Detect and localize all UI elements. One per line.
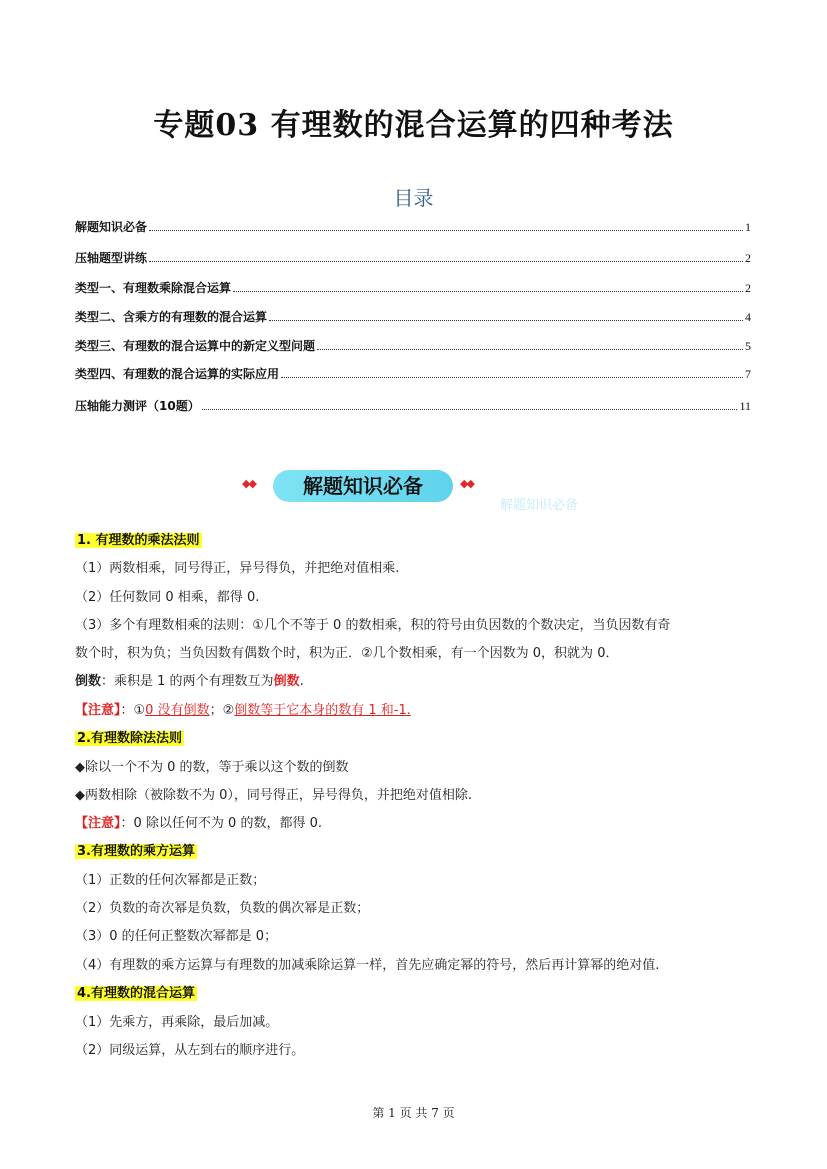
heading-highlight: 2.有理数除法法则 xyxy=(77,731,182,746)
note-prefix: ：① xyxy=(120,703,146,718)
heading-highlight: 3.有理数的乘方运算 xyxy=(77,844,195,859)
text-line: （2）负数的奇次幂是负数，负数的偶次幂是正数； xyxy=(75,901,370,916)
section-heading xyxy=(75,843,197,861)
toc-leader xyxy=(317,349,743,350)
section-heading xyxy=(75,985,197,1003)
text-line: （3）多个有理数相乘的法则：①几个不等于 0 的数相乘，积的符号由负因数的个数决定，当负因数有奇 xyxy=(75,618,671,633)
toc-entry-page: 7 xyxy=(745,367,751,381)
toc-leader xyxy=(202,409,738,410)
note-item: 0 没有倒数 xyxy=(145,703,210,718)
definition-end: . xyxy=(299,674,304,689)
toc-entry-page: 2 xyxy=(745,281,751,295)
toc-leader xyxy=(269,320,743,321)
toc-entry-page: 5 xyxy=(745,339,751,353)
diamond-icon: ◆◆ xyxy=(460,477,473,490)
toc-entry-label: 类型三、有理数的混合运算中的新定义型问题 xyxy=(75,339,316,353)
toc-entry-label: 类型一、有理数乘除混合运算 xyxy=(75,281,232,295)
toc-heading: 目录 xyxy=(393,186,434,210)
toc-entry-label: 类型二、含乘方的有理数的混合运算 xyxy=(75,310,268,324)
text-line: （4）有理数的乘方运算与有理数的加减乘除运算一样，首先应确定幂的符号，然后再计算幂的绝对值. xyxy=(75,958,660,973)
text-line: （2）任何数同 0 相乘，都得 0. xyxy=(75,590,260,605)
note-sep: ；② xyxy=(209,703,235,718)
text-line: （3）0 的任何正整数次幂都是 0； xyxy=(75,929,278,944)
toc-entry[interactable] xyxy=(75,365,751,385)
toc-entry-page: 4 xyxy=(745,310,751,324)
heading-highlight: 4.有理数的混合运算 xyxy=(77,986,195,1001)
note-item: 倒数等于它本身的数有 1 和-1. xyxy=(234,703,411,718)
text-line: （1）两数相乘，同号得正，异号得负，并把绝对值相乘. xyxy=(75,561,400,576)
toc-entry-page: 11 xyxy=(739,399,751,413)
toc-entry-label: 类型四、有理数的混合运算的实际应用 xyxy=(75,367,280,381)
toc-entry[interactable] xyxy=(75,249,751,269)
text-line: ◆除以一个不为 0 的数，等于乘以这个数的倒数 xyxy=(75,760,349,775)
note-text: ：0 除以任何不为 0 的数，都得 0. xyxy=(120,816,322,831)
section-banner xyxy=(238,466,608,516)
toc-leader xyxy=(281,377,743,378)
section-heading xyxy=(75,730,184,748)
term-label: 倒数 xyxy=(75,674,102,689)
banner-watermark: 解题知识必备 xyxy=(500,498,579,513)
note-line xyxy=(75,815,322,833)
note-line xyxy=(75,702,411,720)
document-title: 专题03 有理数的混合运算的四种考法 xyxy=(153,108,674,143)
toc-entry[interactable] xyxy=(75,218,751,238)
toc-entry-page: 2 xyxy=(745,251,751,265)
banner-label: 解题知识必备 xyxy=(303,474,423,498)
text-line: ◆两数相除（被除数不为 0），同号得正，异号得负，并把绝对值相除. xyxy=(75,788,473,803)
text-line: （1）先乘方，再乘除，最后加减。 xyxy=(75,1015,279,1030)
definition-text: ：乘积是 1 的两个有理数互为 xyxy=(101,674,274,689)
note-label: 【注意】 xyxy=(75,816,121,831)
toc-entry[interactable] xyxy=(75,397,751,417)
section-heading xyxy=(75,532,202,550)
toc-leader xyxy=(149,261,743,262)
text-line: 数个时，积为负；当负因数有偶数个时，积为正．②几个数相乘，有一个因数为 0，积就为 0． xyxy=(75,646,619,661)
note-label: 【注意】 xyxy=(75,703,121,718)
toc-entry-label: 解题知识必备 xyxy=(75,220,148,234)
toc-leader xyxy=(149,230,743,231)
definition-line xyxy=(75,673,304,691)
toc-entry-label: 压轴题型讲练 xyxy=(75,251,148,265)
page-footer: 第 1 页 共 7 页 xyxy=(372,1106,455,1120)
toc-entry[interactable] xyxy=(75,337,751,357)
toc-leader xyxy=(233,291,743,292)
toc-entry[interactable] xyxy=(75,279,751,299)
text-line: （1）正数的任何次幂都是正数； xyxy=(75,873,266,888)
heading-highlight: 1. 有理数的乘法法则 xyxy=(77,533,200,548)
term-emphasis: 倒数 xyxy=(273,674,300,689)
toc-entry-page: 1 xyxy=(745,220,751,234)
toc-entry-label: 压轴能力测评（10题） xyxy=(75,399,200,413)
toc-entry[interactable] xyxy=(75,308,751,328)
text-line: （2）同级运算，从左到右的顺序进行。 xyxy=(75,1043,305,1058)
diamond-icon: ◆◆ xyxy=(242,477,255,490)
